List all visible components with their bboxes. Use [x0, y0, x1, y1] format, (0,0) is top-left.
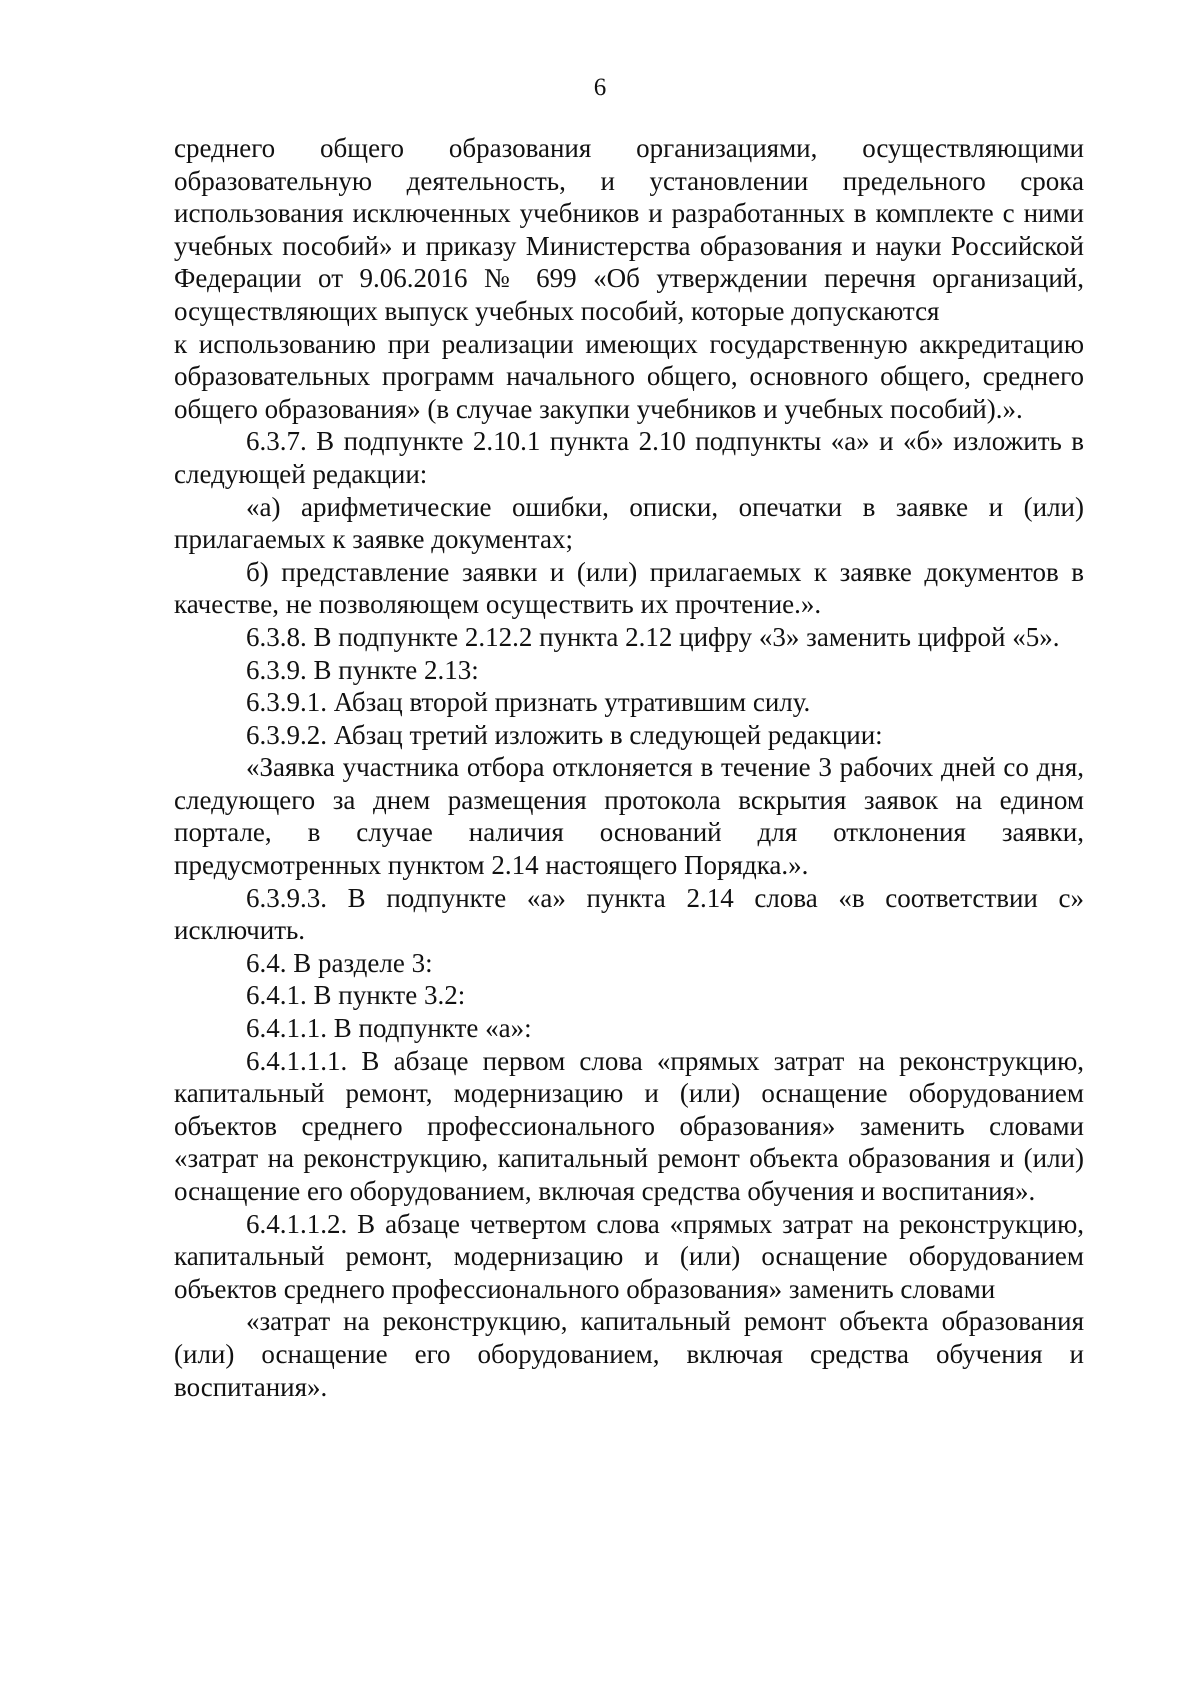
- paragraph-continuation-accreditation: к использованию при реализации имеющих государственную аккредитацию образовательных программ начального общего, основного общего, среднего общего образования» (в случае закупки учебников и учебных пособий).».: [174, 328, 1084, 424]
- paragraph-continuation-order-699: среднего общего образования организациями, осуществляющими образовательную деятельность, и установлении предельного срока использования исключенных учебников и разработанных в комплекте с ними учебных пособий» и приказу Министерства образования и науки Российской Федерации от 9.06.2016 № 699 «Об утверждении перечня организаций, осуществляющих выпуск учебных пособий, которые допускаются: [174, 133, 1084, 326]
- paragraph-6-3-9: 6.3.9. В пункте 2.13:: [246, 654, 479, 685]
- document-body: [174, 132, 1084, 1403]
- paragraph-6-4-1-1-2-quote: «затрат на реконструкцию, капитальный ремонт объекта образования (или) оснащение его оборудованием, включая средства обучения и воспитания».: [174, 1306, 1084, 1402]
- paragraph-6-3-9-3: 6.3.9.3. В подпункте «а» пункта 2.14 слова «в соответствии с» исключить.: [174, 882, 1084, 946]
- paragraph-6-3-9-1: 6.3.9.1. Абзац второй признать утратившим силу.: [246, 687, 811, 718]
- paragraph-6-3-9-2-quote: «Заявка участника отбора отклоняется в течение 3 рабочих дней со дня, следующего за днем размещения протокола вскрытия заявок на едином портале, в случае наличия оснований для отклонения заявки, предусмотренных пунктом 2.14 настоящего Порядка.».: [174, 752, 1084, 881]
- paragraph-6-4-1-1: 6.4.1.1. В подпункте «а»:: [246, 1013, 532, 1044]
- paragraph-6-3-7: 6.3.7. В подпункте 2.10.1 пункта 2.10 подпункты «а» и «б» изложить в следующей редакции:: [174, 426, 1084, 489]
- paragraph-6-4-1-1-2: 6.4.1.1.2. В абзаце четвертом слова «прямых затрат на реконструкцию, капитальный ремонт, модернизацию и (или) оснащение оборудованием объектов среднего профессионального образования» заменить словами: [174, 1208, 1084, 1304]
- paragraph-6-3-9-2: 6.3.9.2. Абзац третий изложить в следующей редакции:: [246, 719, 883, 750]
- paragraph-6-4: 6.4. В разделе 3:: [246, 947, 433, 978]
- page-number: 6: [593, 74, 607, 101]
- paragraph-6-3-7-b: б) представление заявки и (или) прилагаемых к заявке документов в качестве, не позволяющем осуществить их прочтение.».: [174, 556, 1084, 620]
- paragraph-6-3-7-a: «а) арифметические ошибки, описки, опечатки в заявке и (или) прилагаемых к заявке документах;: [174, 491, 1084, 555]
- paragraph-6-3-8: 6.3.8. В подпункте 2.12.2 пункта 2.12 цифру «3» заменить цифрой «5».: [246, 621, 1060, 652]
- paragraph-6-4-1-1-1: 6.4.1.1.1. В абзаце первом слова «прямых затрат на реконструкцию, капитальный ремонт, модернизацию и (или) оснащение оборудованием объектов среднего профессионального образования» заменить словами «затрат на реконструкцию, капитальный ремонт объекта образования и (или) оснащение его оборудованием, включая средства обучения и воспитания».: [174, 1045, 1084, 1206]
- paragraph-6-4-1: 6.4.1. В пункте 3.2:: [246, 980, 466, 1011]
